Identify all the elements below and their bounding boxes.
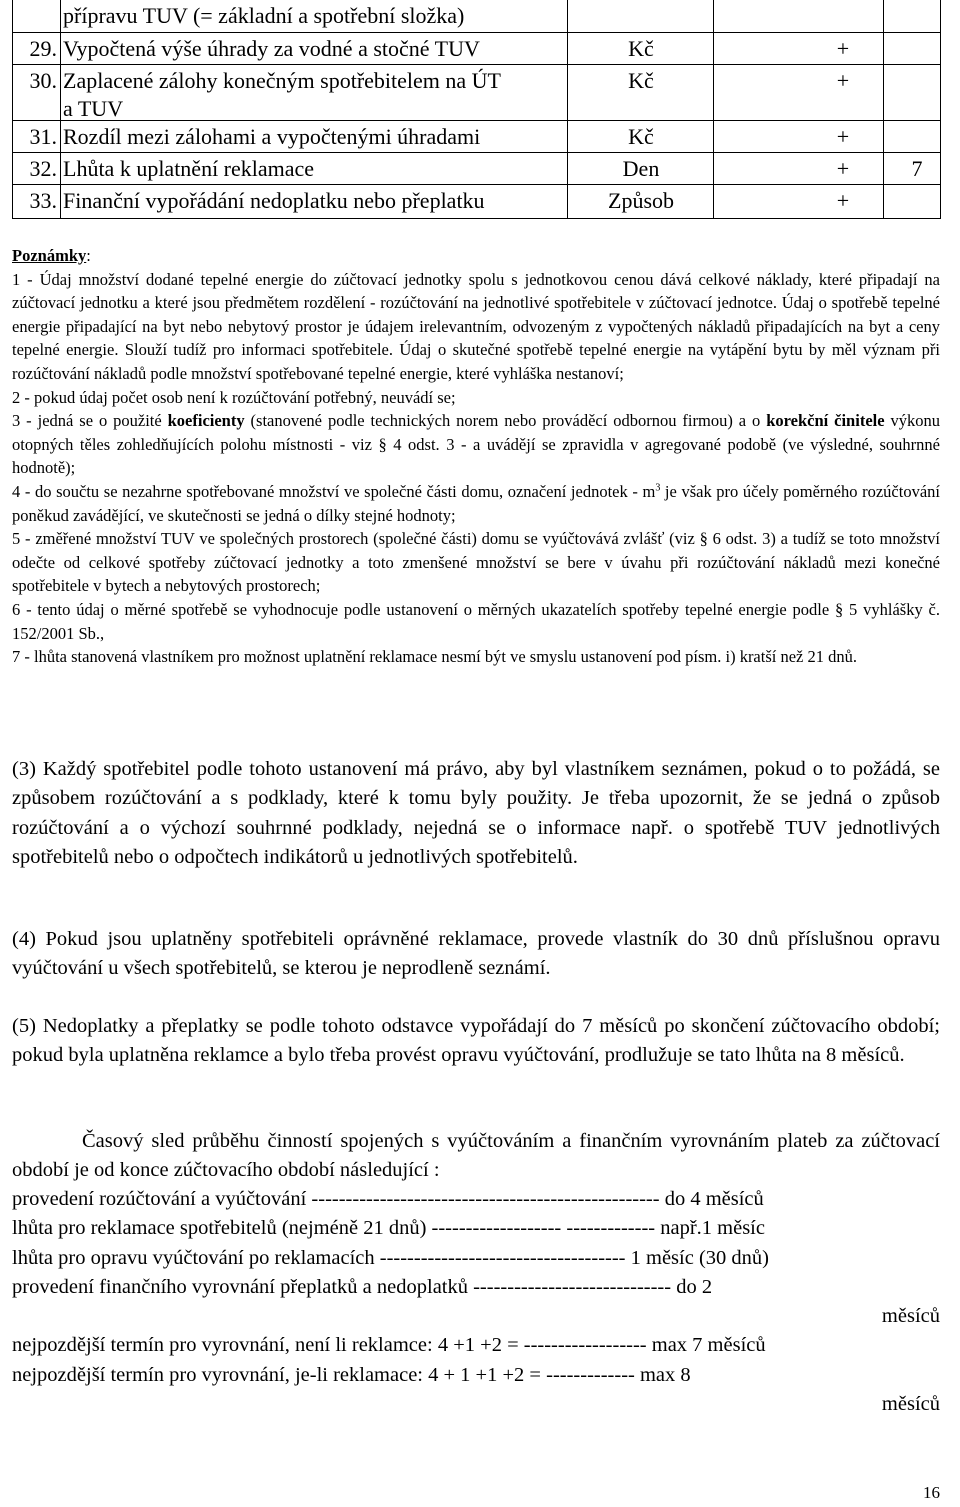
row-value: 7 bbox=[911, 156, 923, 181]
timeline-line: provedení rozúčtování a vyúčtování --------------------------------------------------- do 4 měsíců bbox=[12, 1188, 764, 1210]
notes-section bbox=[12, 244, 940, 669]
row-unit: Kč bbox=[628, 68, 654, 93]
note-3: 3 - jedná se o použité koeficienty (stanovené podle technických norem nebo prováděcí odbornou firmou) a o korekční činitele výkonu otopných těles zohledňujících polohu místnosti - viz § 4 odst. 3 - a uvádějí se zpravidla v agregované podobě (ve výsledné, souhrnné hodnotě); bbox=[12, 411, 940, 478]
row-unit: Kč bbox=[628, 124, 654, 149]
billing-table bbox=[12, 0, 941, 219]
timeline-line: lhůta pro reklamace spotřebitelů (nejméně 21 dnů) ------------------- ------------- např.1 měsíc bbox=[12, 1217, 765, 1240]
note-1: 1 - Údaj množství dodané tepelné energie do zúčtovací jednotky spolu s jednotkovou cenou dává celkové náklady, které připadají na zúčtovací jednotku a které jsou předmětem rozdělení - rozúčtování na jednotlivé spotřebitele v zúčtovací jednotce. Údaj o spotřebě tepelné energie připadající na byt nebo nebytový prostor je údajem irelevantním, odvozeným z vypočtených nákladů připadajících na byt a ceny tepelné energie. Slouží tudíž pro informaci spotřebitele. Údaj o skutečné spotřebě tepelné energie na vytápění bytu by měl význam při rozúčtování nákladů podle množství spotřebované tepelné energie, které vyhláška nestanoví; bbox=[12, 269, 940, 383]
row-name: přípravu TUV (= základní a spotřební složka) bbox=[63, 3, 465, 28]
timeline-line: měsíců bbox=[881, 1305, 940, 1328]
row-number: 33. bbox=[29, 188, 57, 213]
document-page bbox=[12, 0, 940, 1416]
row-number: 32. bbox=[29, 156, 57, 181]
table-row bbox=[13, 121, 941, 153]
paragraph-5: (5) Nedoplatky a přeplatky se podle tohoto odstavce vypořádají do 7 měsíců po skončení zúčtovacího období; pokud byla uplatněna reklamce a bylo třeba provést opravu vyúčtování, prodlužuje se tato lhůta na 8 měsíců. bbox=[12, 1015, 940, 1067]
timeline-line: provedení finančního vyrovnání přeplatků a nedoplatků ----------------------------- do 2 bbox=[12, 1275, 713, 1298]
row-number: 31. bbox=[29, 124, 57, 149]
table-row bbox=[13, 185, 941, 219]
notes-heading: Poznámky: bbox=[12, 246, 91, 265]
table-row bbox=[13, 33, 941, 65]
row-name: Rozdíl mezi zálohami a vypočtenými úhradami bbox=[63, 124, 481, 149]
timeline-line: měsíců bbox=[881, 1393, 940, 1416]
timeline bbox=[12, 1185, 940, 1419]
row-plus: + bbox=[836, 36, 850, 61]
page-number: 16 bbox=[923, 1483, 940, 1502]
row-name: Finanční vypořádání nedoplatku nebo přeplatku bbox=[63, 188, 485, 213]
table-row bbox=[13, 0, 941, 33]
row-unit: Způsob bbox=[608, 188, 674, 213]
paragraph-4: (4) Pokud jsou uplatněny spotřebiteli oprávněné reklamace, provede vlastník do 30 dnů příslušnou opravu vyúčtování u všech spotřebitelů, se kterou je neprodleně seznámí. bbox=[12, 928, 940, 980]
timeline-line: lhůta pro opravu vyúčtování po reklamacích ------------------------------------ 1 měsíc (30 dnů) bbox=[12, 1246, 769, 1269]
note-6: 6 - tento údaj o měrné spotřebě se vyhodnocuje podle ustanovení o měrných ukazatelích spotřeby tepelné energie podle § 5 vyhlášky č. 152/2001 Sb., bbox=[12, 599, 940, 643]
note-2: 2 - pokud údaj počet osob není k rozúčtování potřebný, neuvádí se; bbox=[12, 387, 456, 407]
row-name: Vypočtená výše úhrady za vodné a stočné TUV bbox=[63, 36, 480, 61]
timeline-intro: Časový sled průběhu činností spojených s vyúčtováním a finančním vyrovnáním plateb za zúčtovací období je od konce zúčtovacího období následující : bbox=[12, 1130, 940, 1182]
table-row bbox=[13, 65, 941, 121]
row-number: 29. bbox=[29, 36, 57, 61]
row-number: 30. bbox=[29, 68, 57, 93]
row-plus: + bbox=[836, 188, 850, 213]
table-row bbox=[13, 153, 941, 185]
row-plus: + bbox=[836, 124, 850, 149]
row-unit: Kč bbox=[628, 36, 654, 61]
note-5: 5 - změřené množství TUV ve společných prostorech (společné části) domu se vyúčtovává zvlášť (viz § 6 odst. 3) a tudíž se toto množství odečte od celkové spotřeby zúčtovací jednotky a toto zmenšené množství se bere v úvahu při rozúčtování nákladů mezi konečné spotřebitele v bytech a nebytových prostorech; bbox=[12, 529, 940, 596]
row-plus: + bbox=[836, 156, 850, 181]
timeline-line: nejpozdější termín pro vyrovnání, je-li reklamace: 4 + 1 +1 +2 = ------------- max 8 bbox=[12, 1363, 691, 1386]
paragraph-3: (3) Každý spotřebitel podle tohoto ustanovení má právo, aby byl vlastníkem seznámen, pokud o to požádá, se způsobem rozúčtování a s podklady, které k tomu byly použity. Je třeba upozornit, že se jedná o způsob rozúčtování a o výchozí souhrnné podklady, nejedná se o informace např. o spotřebě TUV jednotlivých spotřebitelů nebo o odpočtech indikátorů u jednotlivých spotřebitelů. bbox=[12, 758, 940, 868]
note-4: 4 - do součtu se nezahrne spotřebované množství ve společné části domu, označení jednotek - $m^3$ je však pro účely poměrného rozúčtování poněkud zavádějící, ve skutečnosti se jedná o dílky stejné hodnoty; bbox=[12, 481, 940, 525]
row-unit: Den bbox=[622, 156, 660, 181]
row-name: Lhůta k uplatnění reklamace bbox=[63, 156, 315, 181]
note-7: 7 - lhůta stanovená vlastníkem pro možnost uplatnění reklamace nesmí být ve smyslu ustanovení pod písm. i) kratší než 21 dnů. bbox=[12, 647, 857, 667]
row-name: Zaplacené zálohy konečným spotřebitelem na ÚT a TUV bbox=[63, 68, 501, 121]
timeline-line: nejpozdější termín pro vyrovnání, není li reklamce: 4 +1 +2 = ------------------ max 7 měsíců bbox=[12, 1334, 766, 1357]
row-plus: + bbox=[836, 68, 850, 93]
